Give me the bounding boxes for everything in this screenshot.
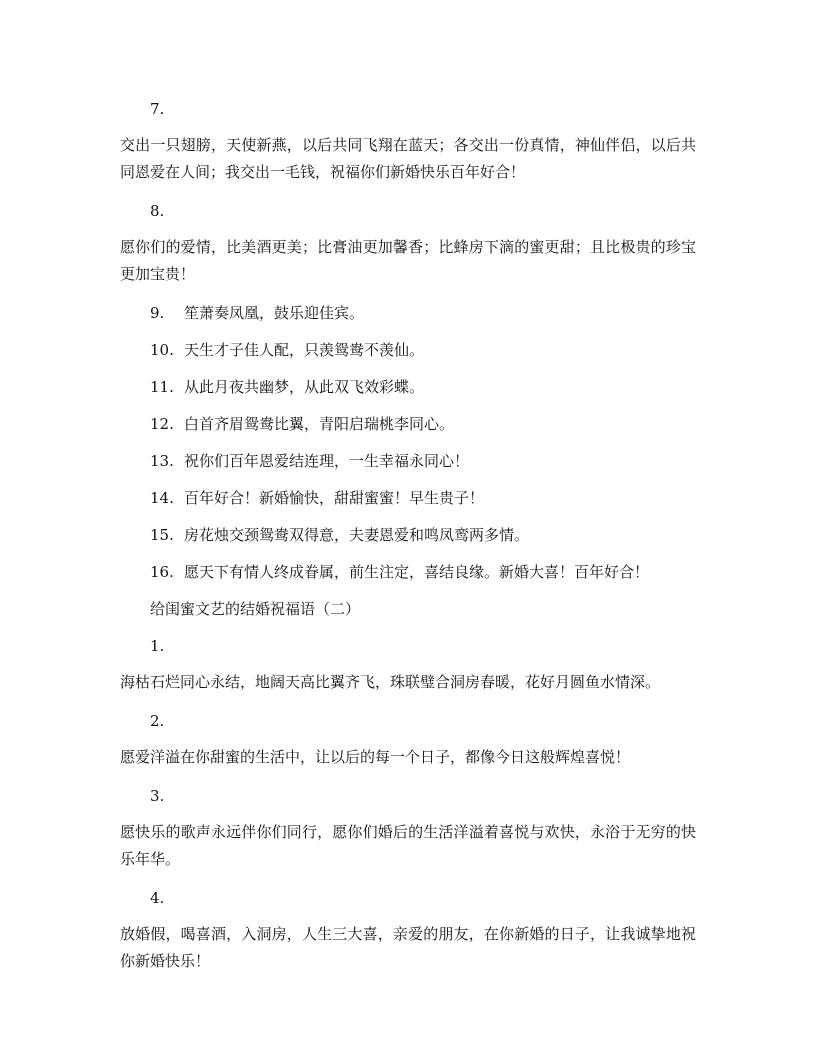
list-item xyxy=(120,708,696,771)
list-item xyxy=(120,411,696,438)
item-number: 2. xyxy=(150,712,165,730)
item-number: 7. xyxy=(150,100,165,118)
item-number: 10. xyxy=(150,341,174,359)
list-item xyxy=(120,374,696,401)
item-text: 愿爱洋溢在你甜蜜的生活中，让以后的每一个日子，都像今日这般辉煌喜悦！ xyxy=(120,748,631,766)
item-text: 放婚假，喝喜酒，入洞房，人生三大喜，亲爱的朋友，在你新婚的日子，让我诚挚地祝你新婚快乐！ xyxy=(120,925,696,970)
list-item xyxy=(120,485,696,512)
item-number: 13. xyxy=(150,452,174,470)
item-text: 白首齐眉鸳鸯比翼，青阳启瑞桃李同心。 xyxy=(184,415,455,433)
item-text: 笙萧奏凤凰，鼓乐迎佳宾。 xyxy=(184,304,365,322)
list-item xyxy=(120,633,696,696)
item-text: 交出一只翅膀，天使新燕，以后共同飞翔在蓝天；各交出一份真情，神仙伴侣，以后共同恩爱在人间；我交出一毛钱，祝福你们新婚快乐百年好合！ xyxy=(120,136,696,181)
item-number: 11. xyxy=(150,378,174,396)
item-number: 15. xyxy=(150,526,174,544)
list-item xyxy=(120,300,696,327)
item-text: 愿快乐的歌声永远伴你们同行，愿你们婚后的生活洋溢着喜悦与欢快，永浴于无穷的快乐年华。 xyxy=(120,823,696,868)
item-text: 天生才子佳人配，只羡鸳鸯不羡仙。 xyxy=(184,341,425,359)
list-item xyxy=(120,198,696,288)
section-heading: 给闺蜜文艺的结婚祝福语（二） xyxy=(150,600,361,618)
document-content xyxy=(120,96,696,987)
list-item xyxy=(120,96,696,186)
item-number: 16. xyxy=(150,563,174,581)
item-text: 祝你们百年恩爱结连理，一生幸福永同心！ xyxy=(184,452,470,470)
item-number: 4. xyxy=(150,889,165,907)
list-item xyxy=(120,448,696,475)
list-item xyxy=(120,337,696,364)
item-number: 12. xyxy=(150,415,174,433)
item-number: 9. xyxy=(150,304,165,322)
item-text: 房花烛交颈鸳鸯双得意，夫妻恩爱和鸣凤鸾两多情。 xyxy=(184,526,530,544)
item-text: 海枯石烂同心永结，地阔天高比翼齐飞，珠联璧合洞房春暖，花好月圆鱼水情深。 xyxy=(120,673,661,691)
item-text: 百年好合！新婚愉快，甜甜蜜蜜！早生贵子！ xyxy=(184,489,485,507)
item-number: 3. xyxy=(150,787,165,805)
item-text: 愿天下有情人终成眷属，前生注定，喜结良缘。新婚大喜！百年好合！ xyxy=(184,563,650,581)
item-number: 1. xyxy=(150,637,165,655)
list-item xyxy=(120,522,696,549)
item-text: 从此月夜共幽梦，从此双飞效彩蝶。 xyxy=(184,378,425,396)
item-text: 愿你们的爱情，比美酒更美；比膏油更加馨香；比蜂房下滴的蜜更甜；且比极贵的珍宝更加宝贵！ xyxy=(120,238,696,283)
list-item xyxy=(120,559,696,586)
item-number: 14. xyxy=(150,489,174,507)
item-number: 8. xyxy=(150,202,165,220)
list-item xyxy=(120,783,696,873)
list-item xyxy=(120,885,696,975)
